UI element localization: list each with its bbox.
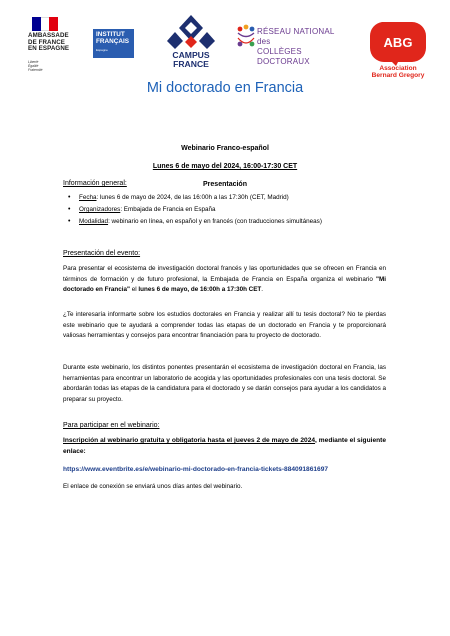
connection-note: El enlace de conexión se enviará unos días antes del webinario. [63,483,243,490]
campus-france-logo: CAMPUS FRANCE [163,14,219,66]
svg-text:ABG: ABG [383,35,413,50]
presentation-paragraph-2: ¿Te interesaría informarte sobre los estudios doctorales en Francia y realizar allí tu tesis doctoral? No te pierdas este webinario que te ayudará a comprender todas las etapas de un doctorado en Francia y te proporcionará valiosas herramientas y consejos para encontrar financiación para tu proyecto de doctorado. [63,311,386,340]
registration-link[interactable]: https://www.eventbrite.es/e/webinario-mi-doctorado-en-francia-tickets-884091861697 [63,466,329,473]
campus-france-mark-icon [163,14,219,50]
page-title: Mi doctorado en Francia [146,80,304,96]
participate-heading: Para participar en el webinario: [63,422,160,429]
ambassade-motto: Liberté Égalité Fraternité [28,60,43,72]
abg-head-icon [368,20,428,66]
presentation-heading: Presentación del evento: [63,250,141,257]
list-item-modality: • Modalidad: webinario en línea, en español y en francés (con traducciones simultáneas) [63,216,322,228]
abg-logo: ABG Association Bernard Gregory [368,20,428,80]
people-circle-icon [235,24,257,50]
webinar-subtitle: Webinario Franco-español [181,145,269,152]
institut-francais-logo: INSTITUT FRANÇAIS Espagne [93,29,134,58]
presentation-paragraph-3: Durante este webinario, los distintos ponentes presentarán el ecosistema de investigación doctoral en Francia, las herramientas para encontrar un laboratorio de acogida y las oportunidades profesionales con una tesis doctoral. Se abordarán todas las etapas de la candidatura para el doctorado y se darán consejos para ayudar a los candidatos a preparar su proyecto. [63,364,386,403]
logo-bar [0,0,450,90]
list-item-organizers: • Organizadores: Embajada de Francia en España [63,204,322,216]
registration-text: Inscripción al webinario gratuita y obligatoria hasta el jueves 2 de mayo de 2024, mediante el siguiente enlace: [63,437,386,455]
presentation-label: Presentación [203,181,247,188]
event-date: Lunes 6 de mayo del 2024, 16:00-17:30 CET [152,163,298,170]
presentation-paragraph-1: Para presentar el ecosistema de investigación doctoral francés y las oportunidades que se ofrecen en Francia en términos de formación y de futuro profesional, la Embajada de Francia en España organiza el webinario "Mi doctorado en Francia" el lunes 6 de mayo, de 16:00h a 17:30h CET. [63,265,386,294]
list-item-date: • Fecha: lunes 6 de mayo de 2024, de las 16:00h a las 17:30h (CET, Madrid) [63,192,322,204]
reseau-national-logo: RÉSEAU NATIONAL des COLLÈGES DOCTORAUX [235,24,350,54]
ambassade-logo [28,17,98,77]
info-heading-text: Información general: [63,180,127,187]
ambassade-name: AMBASSADE DE FRANCE EN ESPAGNE [28,32,70,53]
info-list [63,192,322,228]
marianne-flag-icon [32,17,58,31]
